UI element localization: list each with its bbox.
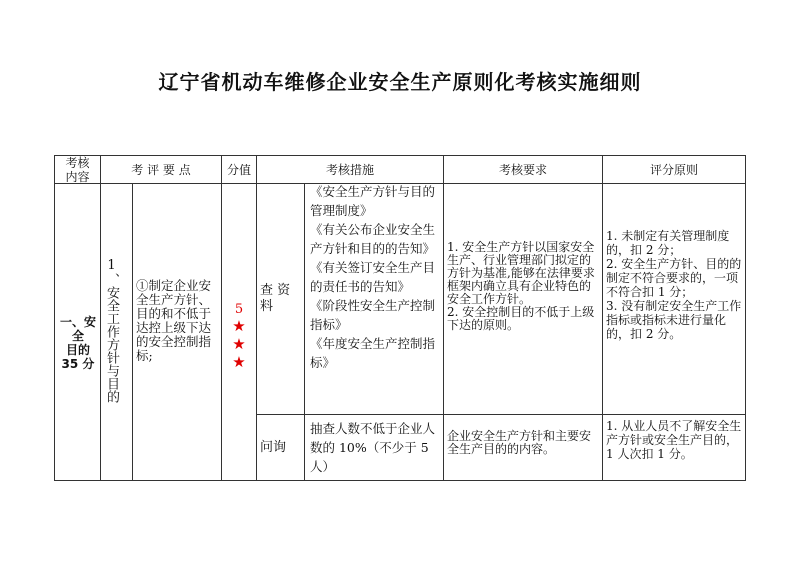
col-line-1: [100, 155, 101, 481]
score-value: 5: [234, 302, 244, 317]
item-number: 1、: [104, 258, 119, 286]
col-line-0: [54, 155, 55, 481]
item-name-text: 安全工作方针与目的: [104, 286, 119, 403]
method-inquiry: 问询: [260, 440, 287, 455]
scoring-2: 1. 从业人员不了解安全生产方针或安全生产目的，1 人次扣 1 分。: [606, 419, 742, 461]
col-line-7: [602, 155, 603, 481]
table-border-top: [54, 155, 746, 156]
header-points: 考 评 要 点: [131, 163, 191, 177]
doc-item: 《有关签订安全生产目的责任书的告知》: [310, 260, 436, 294]
doc-item: 《有关公布企业安全生产方针和目的的告知》: [310, 222, 436, 256]
doc-item: 《年度安全生产控制指标》: [310, 336, 436, 370]
requirements-2: 企业安全生产方针和主要安全生产目的的内容。: [447, 429, 592, 456]
header-measures: 考核措施: [325, 163, 374, 177]
score-cell: [222, 303, 256, 371]
col-line-6: [443, 155, 444, 481]
header-score: 分值: [226, 163, 251, 177]
col-line-5: [304, 183, 305, 481]
header-scoring: 评分原则: [649, 163, 698, 177]
col-line-8: [745, 155, 746, 481]
assessment-table: [54, 155, 746, 480]
scoring-1: 1. 未制定有关管理制度的，扣 2 分； 2. 安全生产方针、目的的制定不符合要求的，一项不符合扣 1 分； 3. 没有制定安全生产工作指标或指标未进行量化的，扣 2 分。: [606, 229, 742, 341]
method-review-docs: 查 资料: [260, 283, 291, 314]
table-border-bottom: [54, 480, 746, 481]
row-divider: [256, 414, 746, 415]
star-rating: ★★★: [230, 317, 248, 371]
item-name: [104, 258, 119, 418]
evaluation-point: ①制定企业安全生产方针、目的和不低于达控上级下达的安全控制指标;: [136, 278, 212, 363]
category-label: 一、安全 目的 35 分: [59, 315, 96, 371]
doc-item: 《安全生产方针与目的管理制度》: [310, 184, 436, 218]
header-requirements: 考核要求: [498, 163, 547, 177]
col-line-2: [132, 183, 133, 481]
doc-item: 《阶段性安全生产控制指标》: [310, 298, 436, 332]
inquiry-measure: 抽查人数不低于企业人数的 10%（不少于 5 人）: [310, 421, 436, 474]
requirements-1: 1. 安全生产方针以国家安全生产、行业管理部门拟定的方针为基准,能够在法律要求框架内确立具有企业特色的安全工作方针。 2. 安全控制目的不低于上级下达的原则。: [447, 240, 595, 332]
document-list: [310, 182, 440, 372]
col-line-4: [256, 155, 257, 481]
header-content: 考核 内容: [65, 156, 90, 184]
page-title: 辽宁省机动车维修企业安全生产原则化考核实施细则: [158, 70, 642, 94]
